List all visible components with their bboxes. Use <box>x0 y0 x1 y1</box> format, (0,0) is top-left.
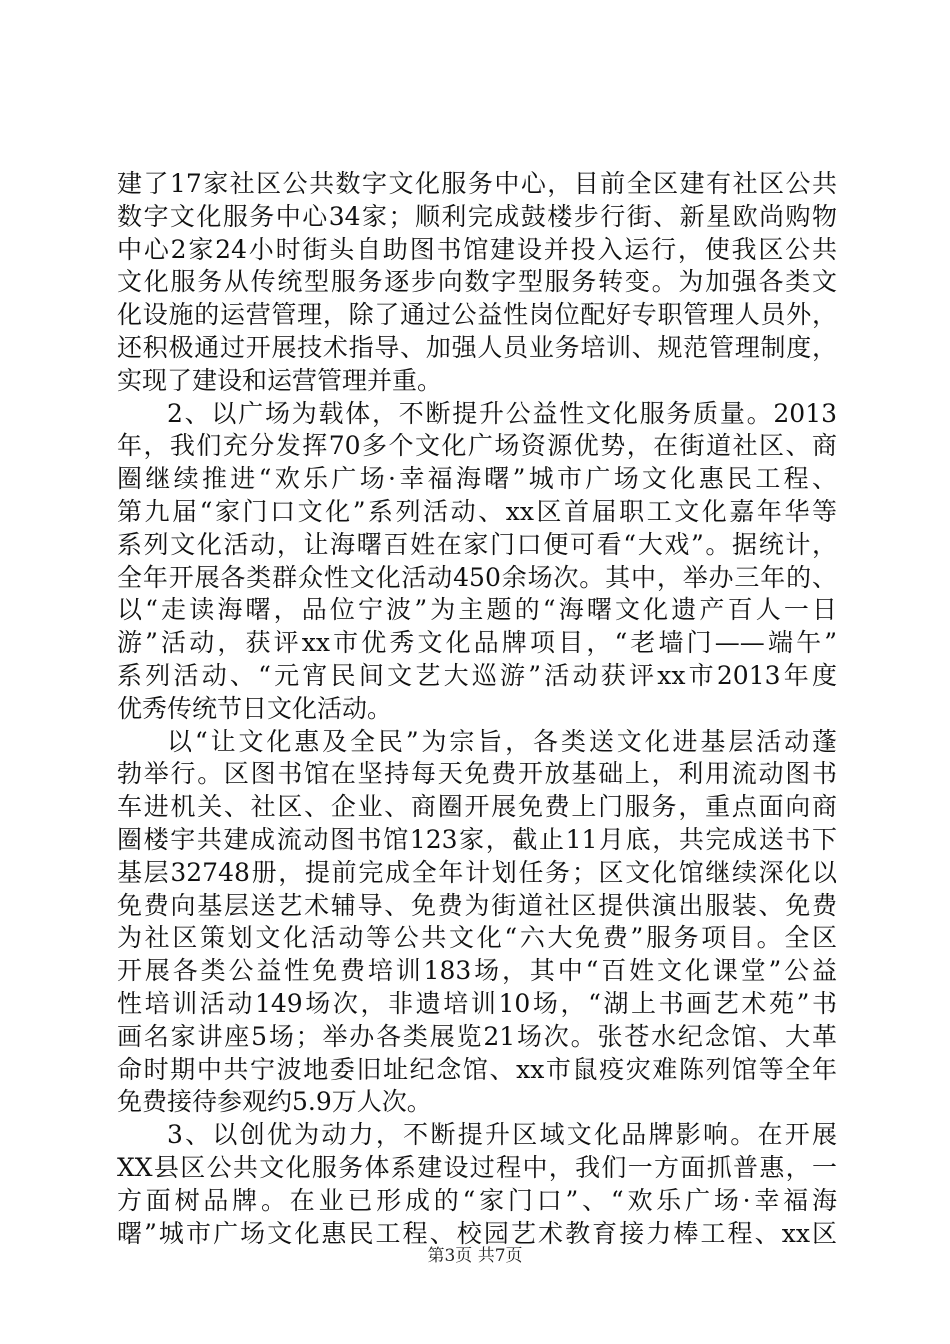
text-line: 圈楼宇共建成流动图书馆123家，截止11月底，共完成送书下 <box>117 824 837 854</box>
paragraph-start-line: 2、以广场为载体，不断提升公益性文化服务质量。2013 <box>167 398 837 428</box>
text-line: 数字文化服务中心34家；顺利完成鼓楼步行街、新星欧尚购物 <box>117 201 837 231</box>
text-line: 车进机关、社区、企业、商圈开展免费上门服务，重点面向商 <box>117 792 837 822</box>
text-line: 建了17家社区公共数字文化服务中心，目前全区建有社区公共 <box>117 169 837 198</box>
text-line: 优秀传统节日文化活动。 <box>117 693 393 723</box>
text-line: 还积极通过开展技术指导、加强人员业务培训、规范管理制度， <box>117 332 837 362</box>
text-line: 为社区策划文化活动等公共文化“六大免费”服务项目。全区 <box>117 923 837 953</box>
text-line: 文化服务从传统型服务逐步向数字型服务转变。为加强各类文 <box>117 267 837 297</box>
text-line: 系列文化活动，让海曙百姓在家门口便可看“大戏”。据统计， <box>117 529 837 559</box>
text-line: 年，我们充分发挥70多个文化广场资源优势，在街道社区、商 <box>117 431 837 461</box>
text-line: 开展各类公益性免费培训183场，其中“百姓文化课堂”公益 <box>117 956 837 986</box>
paragraph-start-line: 3、以创优为动力，不断提升区域文化品牌影响。在开展 <box>167 1120 837 1150</box>
text-line: 基层32748册，提前完成全年计划任务；区文化馆继续深化以 <box>117 857 837 887</box>
text-line: 免费接待参观约5.9万人次。 <box>117 1087 432 1117</box>
text-line: 曙”城市广场文化惠民工程、校园艺术教育接力棒工程、xx区 <box>117 1218 837 1248</box>
text-line: 画名家讲座5场；举办各类展览21场次。张苍水纪念馆、大革 <box>117 1021 837 1051</box>
text-line: 勃举行。区图书馆在坚持每天免费开放基础上，利用流动图书 <box>117 759 837 789</box>
text-line: 中心2家24小时街头自助图书馆建设并投入运行，使我区公共 <box>117 234 837 264</box>
text-line: 方面树品牌。在业已形成的“家门口”、“欢乐广场·幸福海 <box>117 1185 837 1215</box>
text-line: 圈继续推进“欢乐广场·幸福海曙”城市广场文化惠民工程、 <box>117 464 837 494</box>
text-line: XX县区公共文化服务体系建设过程中，我们一方面抓普惠，一 <box>117 1152 837 1182</box>
text-line: 性培训活动149场次，非遗培训10场，“湖上书画艺术苑”书 <box>117 988 837 1018</box>
text-line: 全年开展各类群众性文化活动450余场次。其中，举办三年的、 <box>117 562 837 592</box>
text-line: 实现了建设和运营管理并重。 <box>117 365 443 395</box>
text-line: 免费向基层送艺术辅导、免费为街道社区提供演出服装、免费 <box>117 890 837 920</box>
text-line: 游”活动，获评xx市优秀文化品牌项目，“老墙门——端午” <box>117 628 837 658</box>
text-line: 以“走读海曙，品位宁波”为主题的“海曙文化遗产百人一日 <box>117 595 837 625</box>
text-line: 系列活动、“元宵民间文艺大巡游”活动获评xx市2013年度 <box>117 660 837 690</box>
text-line: 命时期中共宁波地委旧址纪念馆、xx市鼠疫灾难陈列馆等全年 <box>117 1054 837 1084</box>
text-line: 第九届“家门口文化”系列活动、xx区首届职工文化嘉年华等 <box>117 496 837 526</box>
document-body <box>117 168 837 1250</box>
paragraph-start-line: 以“让文化惠及全民”为宗旨，各类送文化进基层活动蓬 <box>167 726 837 756</box>
text-line: 化设施的运营管理，除了通过公益性岗位配好专职管理人员外， <box>117 300 837 330</box>
page-number-footer: 第3页 共7页 <box>427 1246 523 1266</box>
